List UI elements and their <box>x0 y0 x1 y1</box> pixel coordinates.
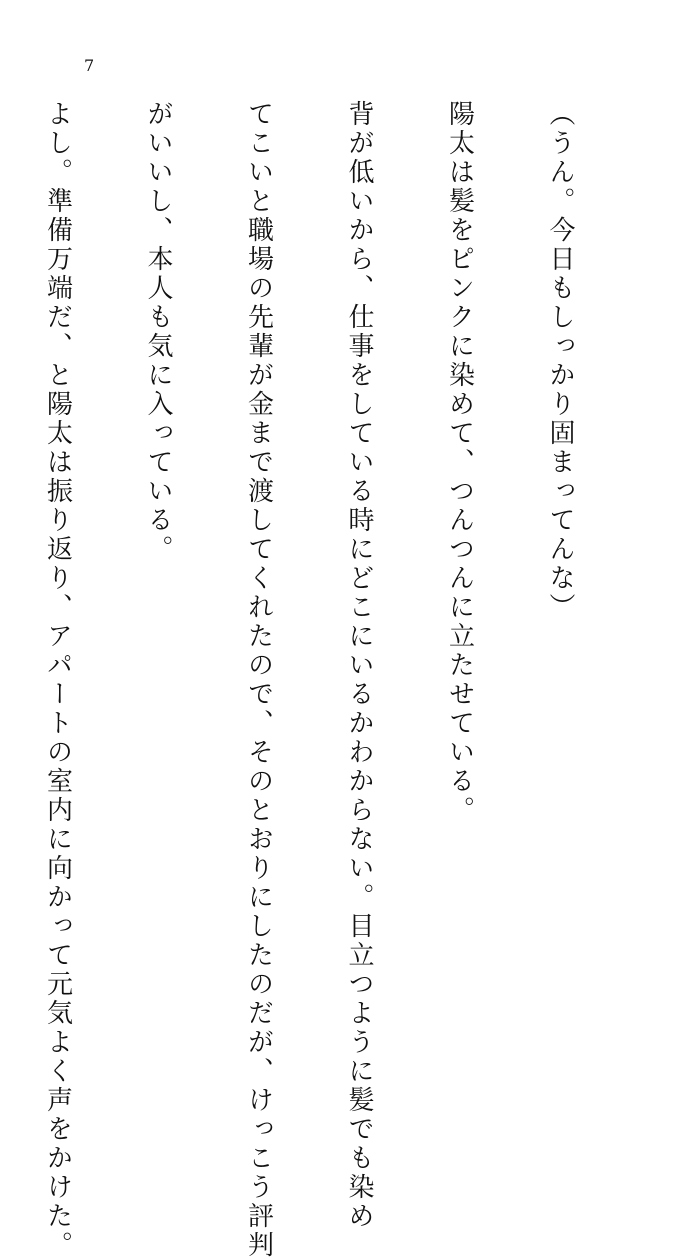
text-line: てこいと職場の先輩が金まで渡してくれたので、そのとおりにしたのだが、けっこう評判 <box>243 100 274 1260</box>
page-number: 7 <box>84 56 95 75</box>
text-line: よし。準備万端だ、と陽太は振り返り、アパートの室内に向かって元気よく声をかけた。 <box>42 100 73 1260</box>
text-line: （うん。今日もしっかり固まってんな） <box>545 100 575 622</box>
vertical-text-body <box>0 100 643 1260</box>
text-line: 陽太は髪をピンクに染めて、つんつんに立たせている。 <box>444 100 475 825</box>
text-line: 背が低いから、仕事をしている時にどこにいるかわからない。目立つように髪でも染め <box>344 100 374 1231</box>
text-line: がいいし、本人も気に入っている。 <box>143 100 173 564</box>
